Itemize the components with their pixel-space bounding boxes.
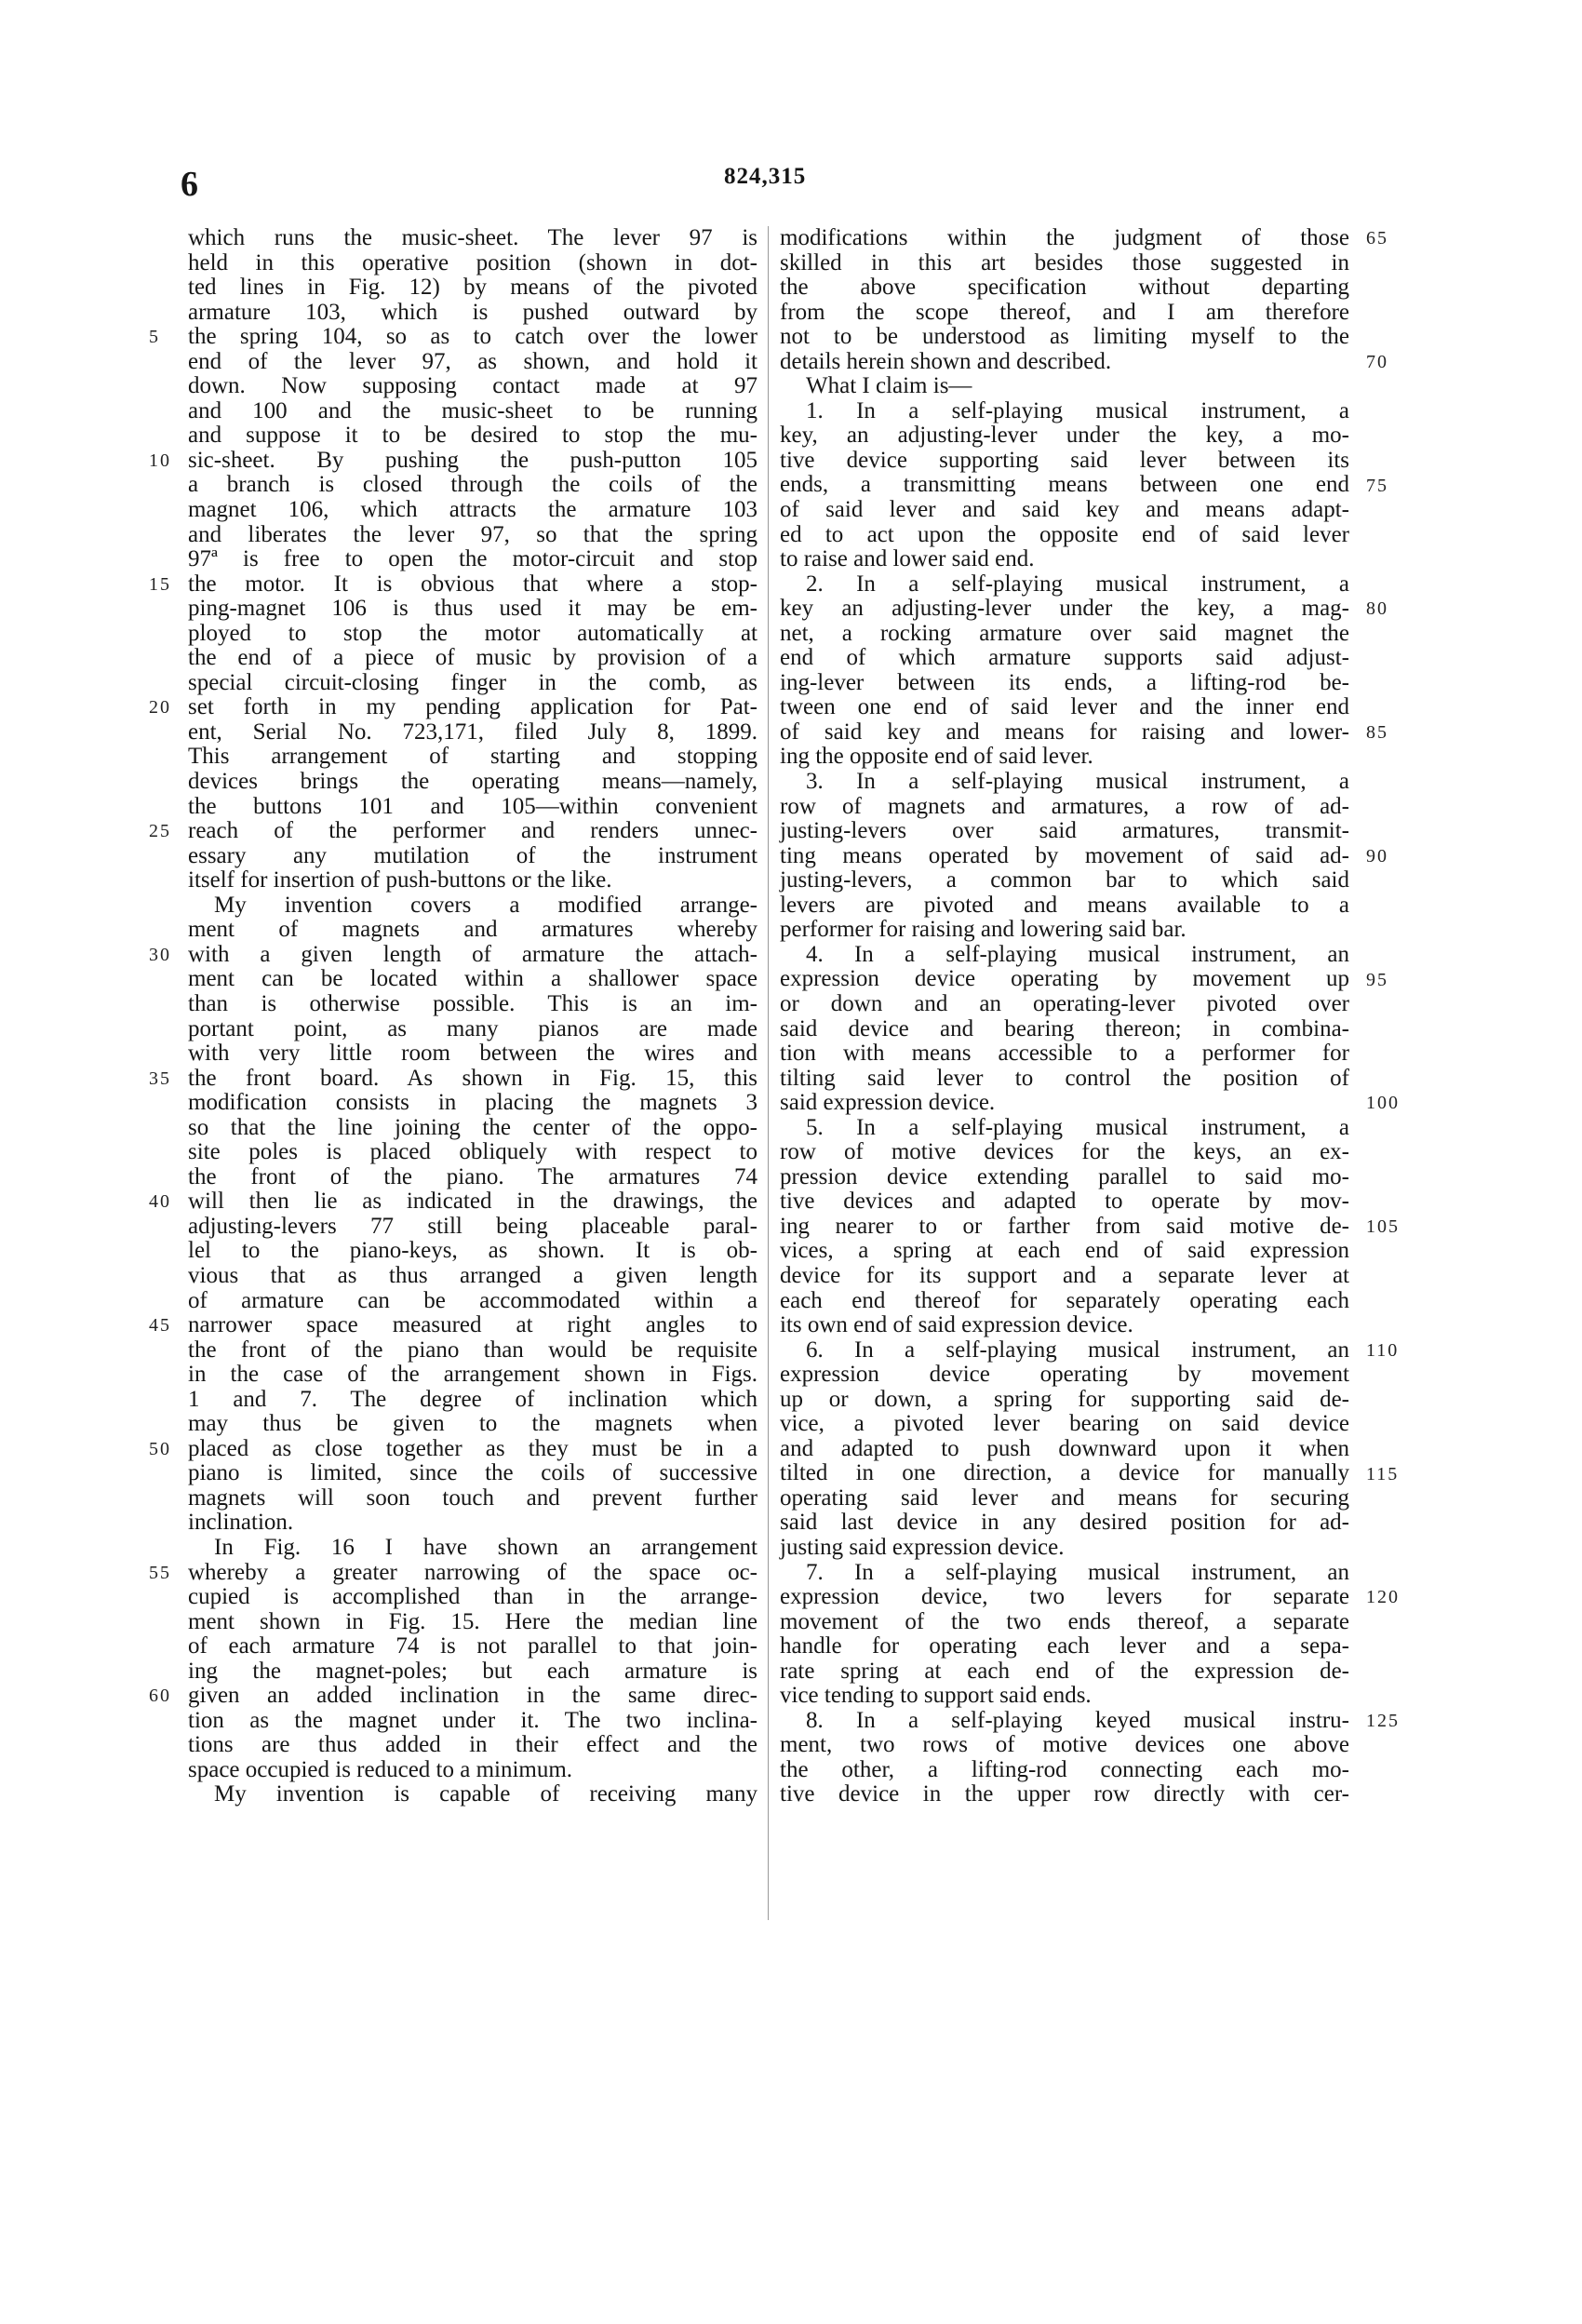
- text-line: and adapted to push downward upon it when: [780, 1435, 1349, 1461]
- text-line: may thus be given to the magnets when: [188, 1411, 757, 1437]
- text-line: reach of the performer and renders unnec-: [188, 818, 757, 844]
- text-line: given an added inclination in the same direc-: [188, 1683, 757, 1709]
- text-line: vices, a spring at each end of said expression: [780, 1238, 1349, 1264]
- text-line: skilled in this art besides those suggested in: [780, 249, 1349, 275]
- line-number: 10: [149, 450, 171, 471]
- text-line: site poles is placed obliquely with respect to: [188, 1139, 757, 1165]
- text-line: My invention covers a modified arrange-: [214, 892, 757, 918]
- text-line: 1 and 7. The degree of inclination which: [188, 1386, 757, 1412]
- text-line: tween one end of said lever and the inner end: [780, 694, 1349, 720]
- line-number: 20: [149, 697, 171, 719]
- text-line: tions are thus added in their effect and the: [188, 1732, 757, 1758]
- text-line: the buttons 101 and 105—within convenient: [188, 793, 757, 819]
- text-line: placed as close together as they must be in a: [188, 1435, 757, 1461]
- text-line: of armature can be accommodated within a: [188, 1287, 757, 1313]
- text-line: levers are pivoted and means available to a: [780, 892, 1349, 918]
- line-number: 75: [1366, 475, 1388, 496]
- text-line: 97ª is free to open the motor-circuit and stop: [188, 546, 757, 572]
- text-line: ment shown in Fig. 15. Here the median line: [188, 1608, 757, 1634]
- text-line: said device and bearing thereon; in combina-: [780, 1015, 1349, 1041]
- text-line: vice tending to support said ends.: [780, 1683, 1092, 1709]
- text-line: 4. In a self-playing musical instrument, an: [806, 941, 1349, 967]
- text-line: up or down, a spring for supporting said de-: [780, 1386, 1349, 1412]
- text-line: from the scope thereof, and I am therefore: [780, 299, 1349, 325]
- text-line: ment of magnets and armatures whereby: [188, 917, 757, 943]
- text-line: vious that as thus arranged a given length: [188, 1262, 757, 1288]
- line-number: 95: [1366, 969, 1388, 990]
- text-line: key an adjusting-lever under the key, a mag-: [780, 596, 1349, 622]
- text-line: of said key and means for raising and lower-: [780, 719, 1349, 745]
- text-line: not to be understood as limiting myself to the: [780, 324, 1349, 350]
- text-line: ment, two rows of motive devices one above: [780, 1732, 1349, 1758]
- line-number: 40: [149, 1191, 171, 1213]
- text-line: the spring 104, so as to catch over the lower: [188, 324, 757, 350]
- text-line: ing-lever between its ends, a lifting-rod be-: [780, 669, 1349, 695]
- text-line: ment can be located within a shallower space: [188, 966, 757, 992]
- text-line: justing-levers over said armatures, transmit-: [780, 818, 1349, 844]
- line-number: 50: [149, 1438, 171, 1459]
- text-line: ping-magnet 106 is thus used it may be em-: [188, 596, 757, 622]
- text-line: than is otherwise possible. This is an im-: [188, 990, 757, 1016]
- text-line: inclination.: [188, 1510, 294, 1536]
- text-line: modifications within the judgment of those: [780, 225, 1349, 250]
- text-line: pression device extending parallel to said mo-: [780, 1163, 1349, 1189]
- text-line: with a given length of armature the attach-: [188, 941, 757, 967]
- text-line: tive device in the upper row directly with cer-: [780, 1781, 1349, 1807]
- line-number: 85: [1366, 722, 1388, 743]
- text-line: magnets will soon touch and prevent further: [188, 1484, 757, 1511]
- text-line: ted lines in Fig. 12) by means of the pivoted: [188, 275, 757, 301]
- line-number: 115: [1366, 1463, 1400, 1484]
- text-line: tion with means accessible to a performer for: [780, 1041, 1349, 1067]
- text-line: lel to the piano-keys, as shown. It is ob-: [188, 1238, 757, 1264]
- text-line: the other, a lifting-rod connecting each mo-: [780, 1756, 1349, 1782]
- text-line: details herein shown and described.: [780, 348, 1112, 374]
- text-line: said last device in any desired position for ad-: [780, 1510, 1349, 1536]
- text-line: tive devices and adapted to operate by mov-: [780, 1189, 1349, 1215]
- line-number: 35: [149, 1068, 171, 1089]
- text-line: sic-sheet. By pushing the push-putton 105: [188, 447, 757, 473]
- text-line: modification consists in placing the magnets 3: [188, 1090, 757, 1116]
- text-line: the end of a piece of music by provision of a: [188, 645, 757, 671]
- text-line: adjusting-levers 77 still being placeable paral-: [188, 1213, 757, 1239]
- text-line: ting means operated by movement of said ad-: [780, 842, 1349, 868]
- text-line: special circuit-closing finger in the comb, as: [188, 669, 757, 695]
- text-line: the front board. As shown in Fig. 15, this: [188, 1065, 757, 1091]
- text-line: devices brings the operating means—namely,: [188, 769, 757, 795]
- text-line: 6. In a self-playing musical instrument, an: [806, 1337, 1349, 1363]
- text-line: itself for insertion of push-buttons or the like.: [188, 867, 612, 893]
- text-line: expression device operating by movement: [780, 1362, 1349, 1388]
- line-number: 45: [149, 1315, 171, 1337]
- text-line: justing said expression device.: [780, 1534, 1065, 1560]
- text-line: end of which armature supports said adjust-: [780, 645, 1349, 671]
- line-number: 30: [149, 944, 171, 965]
- text-line: justing-levers, a common bar to which said: [780, 867, 1349, 893]
- text-line: each end thereof for separately operating each: [780, 1287, 1349, 1313]
- line-number: 65: [1366, 228, 1388, 249]
- text-line: 3. In a self-playing musical instrument, a: [806, 769, 1349, 795]
- text-line: in the case of the arrangement shown in Figs.: [188, 1362, 757, 1388]
- text-line: the motor. It is obvious that where a stop-: [188, 571, 757, 597]
- text-line: This arrangement of starting and stopping: [188, 744, 757, 770]
- text-line: performer for raising and lowering said bar.: [780, 917, 1186, 943]
- text-line: with very little room between the wires and: [188, 1041, 757, 1067]
- text-line: handle for operating each lever and a sepa-: [780, 1633, 1349, 1659]
- line-number: 105: [1366, 1216, 1400, 1237]
- text-line: row of magnets and armatures, a row of ad-: [780, 793, 1349, 819]
- text-line: net, a rocking armature over said magnet the: [780, 620, 1349, 646]
- text-line: essary any mutilation of the instrument: [188, 842, 757, 868]
- text-line: tilted in one direction, a device for manually: [780, 1460, 1349, 1486]
- text-line: and 100 and the music-sheet to be running: [188, 397, 757, 423]
- text-line: of each armature 74 is not parallel to that join-: [188, 1633, 757, 1659]
- line-number: 60: [149, 1686, 171, 1707]
- text-line: key, an adjusting-lever under the key, a mo-: [780, 423, 1349, 449]
- text-line: tion as the magnet under it. The two inclina-: [188, 1707, 757, 1733]
- text-line: ployed to stop the motor automatically at: [188, 620, 757, 646]
- text-line: rate spring at each end of the expression de-: [780, 1658, 1349, 1684]
- text-line: its own end of said expression device.: [780, 1312, 1133, 1338]
- line-number: 55: [149, 1562, 171, 1583]
- line-number: 110: [1366, 1339, 1400, 1361]
- text-line: ing nearer to or farther from said motive de-: [780, 1213, 1349, 1239]
- text-line: armature 103, which is pushed outward by: [188, 299, 757, 325]
- line-number: 120: [1366, 1587, 1400, 1608]
- column-divider: [768, 226, 769, 1920]
- text-line: said expression device.: [780, 1090, 996, 1116]
- text-line: the above specification without departing: [780, 275, 1349, 301]
- text-line: and liberates the lever 97, so that the spring: [188, 521, 757, 547]
- text-line: down. Now supposing contact made at 97: [188, 373, 757, 399]
- text-line: ends, a transmitting means between one end: [780, 472, 1349, 498]
- line-number: 25: [149, 821, 171, 842]
- text-line: 7. In a self-playing musical instrument, an: [806, 1559, 1349, 1585]
- text-line: portant point, as many pianos are made: [188, 1015, 757, 1041]
- text-line: tilting said lever to control the position of: [780, 1065, 1349, 1091]
- line-number: 15: [149, 573, 171, 595]
- text-line: What I claim is—: [806, 373, 972, 399]
- text-line: which runs the music-sheet. The lever 97 is: [188, 225, 757, 250]
- text-line: expression device operating by movement up: [780, 966, 1349, 992]
- line-number: 5: [149, 327, 160, 348]
- text-line: of said lever and said key and means adapt-: [780, 497, 1349, 523]
- text-line: the front of the piano than would be requisite: [188, 1337, 757, 1363]
- text-line: In Fig. 16 I have shown an arrangement: [214, 1534, 757, 1560]
- line-number: 90: [1366, 845, 1388, 866]
- text-line: space occupied is reduced to a minimum.: [188, 1756, 573, 1782]
- text-line: magnet 106, which attracts the armature 103: [188, 497, 757, 523]
- text-line: device for its support and a separate lever at: [780, 1262, 1349, 1288]
- text-line: movement of the two ends thereof, a separate: [780, 1608, 1349, 1634]
- text-line: ed to act upon the opposite end of said lever: [780, 521, 1349, 547]
- text-line: row of motive devices for the keys, an ex-: [780, 1139, 1349, 1165]
- text-line: end of the lever 97, as shown, and hold it: [188, 348, 757, 374]
- left-text-column: [188, 226, 757, 1807]
- text-line: ing the opposite end of said lever.: [780, 744, 1093, 770]
- text-line: tive device supporting said lever between its: [780, 447, 1349, 473]
- line-number: 80: [1366, 598, 1388, 620]
- text-line: ent, Serial No. 723,171, filed July 8, 1899.: [188, 719, 757, 745]
- line-number: 70: [1366, 351, 1388, 372]
- text-line: 1. In a self-playing musical instrument, a: [806, 397, 1349, 423]
- text-line: vice, a pivoted lever bearing on said device: [780, 1411, 1349, 1437]
- text-line: piano is limited, since the coils of successive: [188, 1460, 757, 1486]
- text-line: so that the line joining the center of the oppo-: [188, 1114, 757, 1140]
- line-number: 125: [1366, 1711, 1400, 1731]
- text-line: operating said lever and means for securing: [780, 1484, 1349, 1511]
- text-line: cupied is accomplished than in the arrange-: [188, 1584, 757, 1610]
- text-line: 5. In a self-playing musical instrument, a: [806, 1114, 1349, 1140]
- right-text-column: [780, 226, 1349, 1807]
- text-line: will then lie as indicated in the drawings, the: [188, 1189, 757, 1215]
- text-line: held in this operative position (shown in dot-: [188, 249, 757, 275]
- text-line: 2. In a self-playing musical instrument, a: [806, 571, 1349, 597]
- text-line: My invention is capable of receiving many: [214, 1781, 757, 1807]
- text-line: and suppose it to be desired to stop the mu-: [188, 423, 757, 449]
- text-line: a branch is closed through the coils of the: [188, 472, 757, 498]
- text-line: set forth in my pending application for Pat-: [188, 694, 757, 720]
- text-line: ing the magnet-poles; but each armature is: [188, 1658, 757, 1684]
- text-line: to raise and lower said end.: [780, 546, 1035, 572]
- page-number: 6: [181, 165, 198, 204]
- text-line: the front of the piano. The armatures 74: [188, 1163, 757, 1189]
- text-line: or down and an operating-lever pivoted over: [780, 990, 1349, 1016]
- line-number: 100: [1366, 1093, 1400, 1114]
- text-line: 8. In a self-playing keyed musical instru-: [806, 1707, 1349, 1733]
- patent-number: 824,315: [724, 164, 807, 189]
- text-line: expression device, two levers for separate: [780, 1584, 1349, 1610]
- text-line: whereby a greater narrowing of the space oc-: [188, 1559, 757, 1585]
- text-line: narrower space measured at right angles to: [188, 1312, 757, 1338]
